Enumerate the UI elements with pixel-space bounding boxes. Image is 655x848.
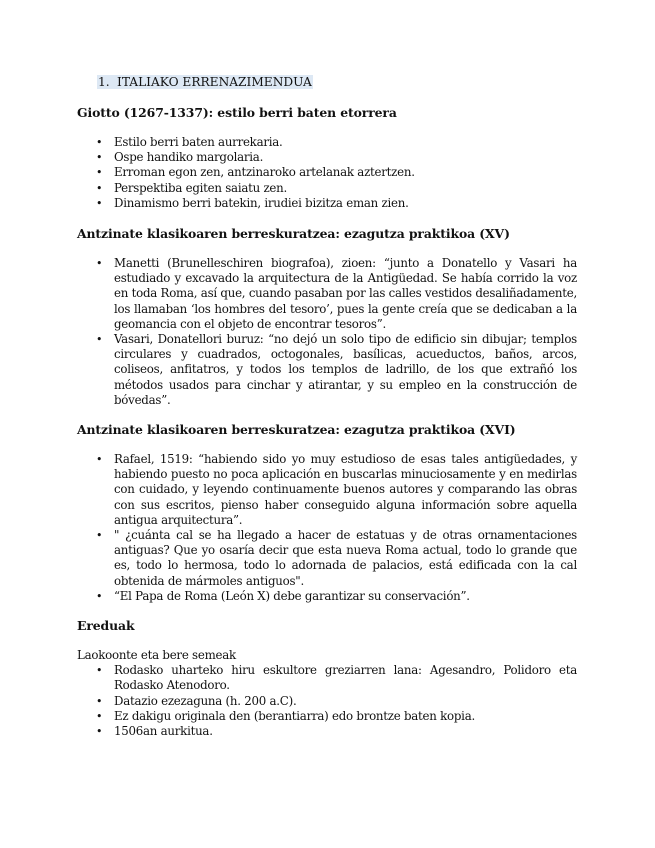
section-number: 1. [98, 75, 110, 89]
list-item: • Dinamismo berri batekin, irudiei bizitza eman zien. [77, 196, 577, 211]
xvi-list [77, 452, 577, 604]
ereduak-list [77, 663, 577, 739]
section-title: ITALIAKO ERRENAZIMENDUA [117, 75, 312, 89]
list-item: • Rodasko uharteko hiru eskultore greziarren lana: Agesandro, Polidoro eta Rodasko Atenodoro. [77, 663, 577, 693]
xv-list [77, 256, 577, 408]
giotto-list [77, 135, 577, 211]
section-heading-highlight [97, 75, 313, 89]
list-item: • Ez dakigu originala den (berantiarra) edo brontze baten kopia. [77, 709, 577, 724]
list-item: • Estilo berri baten aurrekaria. [77, 135, 577, 150]
list-item: • Erroman egon zen, antzinaroko artelanak aztertzen. [77, 165, 577, 180]
xv-heading: Antzinate klasikoaren berreskuratzea: ezagutza praktikoa (XV) [77, 226, 510, 242]
list-item: • Manetti (Brunelleschiren biografoa), zioen: “junto a Donatello y Vasari ha estudiado y excavado la arquitectura de la Antigüedad. Se había corrido la voz en toda Roma, así que, cuando pasaban por las calles vestidos desaliñadamente, los llamaban ‘los hombres del tesoro’, pues la gente creía que se dedicaban a la geomancia con el objeto de encontrar tesoros”. [77, 256, 577, 332]
xvi-heading: Antzinate klasikoaren berreskuratzea: ezagutza praktikoa (XVI) [77, 422, 516, 438]
giotto-heading: Giotto (1267-1337): estilo berri baten etorrera [77, 105, 397, 120]
section-heading [97, 75, 577, 90]
ereduak-heading: Ereduak [77, 618, 135, 634]
list-item: • " ¿cuánta cal se ha llegado a hacer de estatuas y de otras ornamentaciones antiguas? Que yo osaría decir que esta nueva Roma actual, todo lo grande que es, todo lo hermosa, todo lo adornada de palacios, está edificada con la cal obtenida de mármoles antiguos". [77, 528, 577, 589]
list-item: • Ospe handiko margolaria. [77, 150, 577, 165]
list-item: • Vasari, Donatellori buruz: “no dejó un solo tipo de edificio sin dibujar; templos circulares y cuadrados, octogonales, basílicas, acueductos, baños, arcos, coliseos, anfitatros, y todos los templos de ladrillo, de los que extrañó los métodos usados para cinchar y atirantar, y su empleo en la construcción de bóvedas”. [77, 332, 577, 408]
list-item: • “El Papa de Roma (León X) debe garantizar su conservación”. [77, 589, 577, 604]
list-item: • Perspektiba egiten saiatu zen. [77, 181, 577, 196]
list-item: • 1506an aurkitua. [77, 724, 577, 739]
list-item: • Rafael, 1519: “habiendo sido yo muy estudioso de esas tales antigüedades, y habiendo puesto no poca aplicación en buscarlas minuciosamente y en medirlas con cuidado, y leyendo continuamente buenos autores y comparando las obras con sus escritos, pienso haber conseguido alguna información sobre aquella antigua arquitectura”. [77, 452, 577, 528]
ereduak-subtitle: Laokoonte eta bere semeak [77, 648, 236, 663]
list-item: • Datazio ezezaguna (h. 200 a.C). [77, 694, 577, 709]
